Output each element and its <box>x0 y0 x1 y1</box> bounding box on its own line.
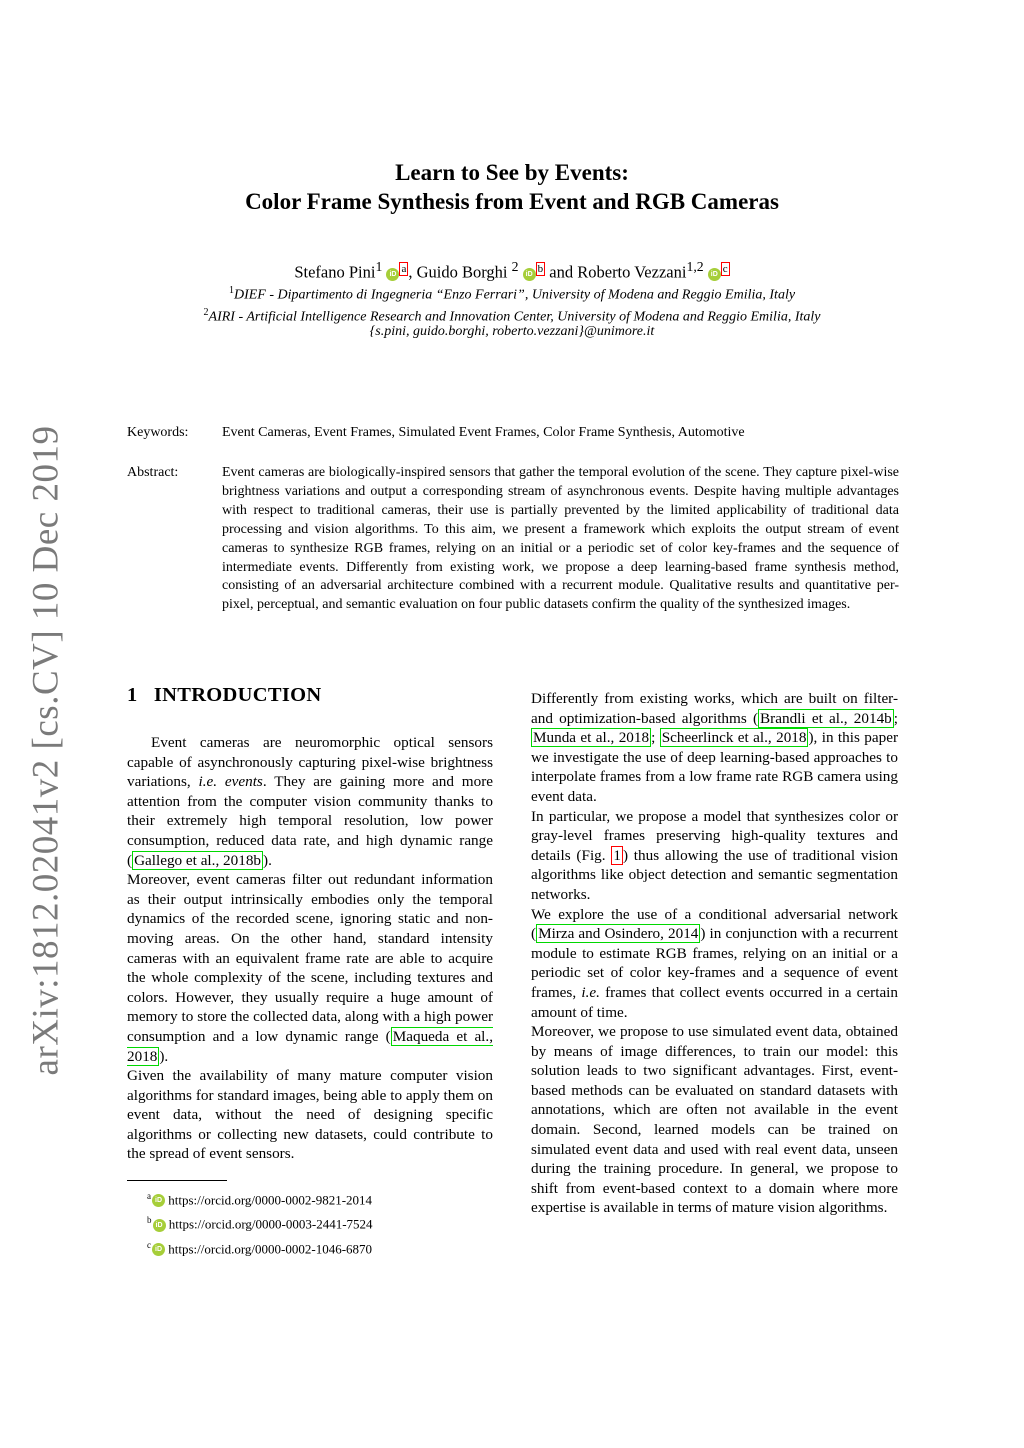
keywords-text: Event Cameras, Event Frames, Simulated Event Frames, Color Frame Synthesis, Automotive <box>222 425 745 440</box>
text-run: ), in this paper we investigate the use of deep learning-based approaches to interpolate frames from a low frame rate RGB camera using event data. <box>531 729 898 805</box>
author-name: Guido Borghi <box>416 262 512 282</box>
title-line-1: Learn to See by Events: <box>395 160 629 185</box>
abstract-text: Event cameras are biologically-inspired sensors that gather the temporal evolution of the scene. They capture pixel-wise brightness variations and output a corresponding stream of asynchronous events. Despite having multiple advantages with respect to traditional cameras, their use is partially prevented by the limited applicability of traditional data processing and vision algorithms. To this aim, we present a framework which exploits the output stream of event cameras to synthesize RGB frames, relying on an initial or a periodic set of color key-frames and the sequence of intermediate events. Differently from existing work, we propose a deep learning-based frame synthesis method, consisting of an adversarial architecture combined with a recurrent module. Qualitative results and quantitative per-pixel, perceptual, and semantic evaluation on four public datasets confirm the quality of the synthesized images. <box>222 465 899 613</box>
paragraph <box>531 689 898 807</box>
paragraph <box>127 870 493 1066</box>
footnote <box>147 1235 373 1259</box>
arxiv-stamp-text: arXiv:1812.02041v2 [cs.CV] 10 Dec 2019 <box>25 425 67 1075</box>
orcid-url[interactable]: https://orcid.org/0000-0003-2441-7524 <box>168 1216 373 1232</box>
text-run: In particular, we propose a model that synthesizes color or gray-level frames preserving high-quality textures and details (Fig. <box>531 807 898 864</box>
footnote-divider <box>127 1180 227 1181</box>
paragraph <box>531 807 898 905</box>
text-run: . They are gaining more and more attention from the computer vision community thanks to their extremely high temporal resolution, low power consumption, reduced data rate, and high dynamic range ( <box>127 773 493 869</box>
citation-link[interactable]: Maqueda et al., 2018 <box>127 1027 493 1065</box>
footnote-link[interactable]: a <box>401 262 407 275</box>
orcid-icon[interactable]: iD <box>386 268 399 281</box>
paragraph <box>531 905 898 1023</box>
orcid-url[interactable]: https://orcid.org/0000-0002-9821-2014 <box>168 1192 373 1208</box>
orcid-icon[interactable]: iD <box>523 268 536 281</box>
affiliation-1 <box>0 282 1024 305</box>
text-run: ). <box>263 851 272 869</box>
arxiv-stamp <box>16 425 76 1075</box>
orcid-url[interactable]: https://orcid.org/0000-0002-1046-6870 <box>168 1240 373 1256</box>
footnote-mark: a <box>147 1191 151 1201</box>
author-name: Stefano Pini <box>294 262 376 282</box>
section-number: 1 <box>127 684 138 706</box>
orcid-icon[interactable]: iD <box>152 1194 165 1207</box>
section-heading <box>127 684 321 707</box>
affiliation-sup: 1 <box>228 285 234 296</box>
footnote-link[interactable]: c <box>722 262 728 275</box>
author-affiliation-sup: 1 <box>375 259 383 274</box>
text-run-italic: i.e. <box>581 983 600 1001</box>
affiliation-text: DIEF - Dipartimento di Ingegneria “Enzo Ferrari”, University of Modena and Reggio Emilia, Italy <box>233 287 796 303</box>
text-run-italic: i.e. events <box>198 773 263 791</box>
keywords-row <box>127 424 899 443</box>
footnote-mark: c <box>147 1239 151 1250</box>
orcid-icon[interactable]: iD <box>708 268 721 281</box>
citation-link[interactable]: Munda et al., 2018 <box>533 729 650 747</box>
paragraph: Given the availability of many mature computer vision algorithms for standard images, being able to apply them on event data, without the need of designing specific algorithms or collecting new datasets, could contribute to the spread of event sensors. <box>127 1067 493 1163</box>
footnote <box>147 1210 373 1234</box>
text-run: ). <box>159 1047 169 1065</box>
author-emails: {s.pini, guido.borghi, roberto.vezzani}@unimore.it <box>369 324 655 339</box>
citation-link[interactable]: Gallego et al., 2018b <box>134 851 262 869</box>
author-name: Roberto Vezzani <box>577 262 687 282</box>
text-run: ; <box>651 729 660 747</box>
footnotes <box>147 1186 373 1259</box>
affiliation-text: AIRI - Artificial Intelligence Research and Innovation Center, University of Modena and Reggio Emilia, Italy <box>208 309 821 325</box>
footnote <box>147 1186 373 1210</box>
affiliation-sup: 2 <box>203 307 209 318</box>
figure-ref-link[interactable]: 1 <box>613 846 621 864</box>
footnote-link[interactable]: b <box>537 262 544 275</box>
title-line-2: Color Frame Synthesis from Event and RGB Cameras <box>245 189 779 214</box>
author-affiliation-sup: 1,2 <box>686 259 704 274</box>
footnote-mark: b <box>147 1215 152 1226</box>
text-run: We explore the use of a conditional adversarial network ( <box>531 905 898 943</box>
author-list <box>0 256 1024 284</box>
text-run: Event cameras are neuromorphic optical sensors capable of asynchronously capturing pixel-wise brightness variations, <box>127 734 493 791</box>
citation-link[interactable]: Scheerlinck et al., 2018 <box>661 729 807 747</box>
paper-title <box>0 158 1024 216</box>
citation-link[interactable]: Brandli et al., 2014b <box>760 709 892 727</box>
right-column <box>531 689 898 1218</box>
text-run: frames that collect events occurred in a certain amount of time. <box>531 983 898 1021</box>
text-run: ) thus allowing the use of traditional vision algorithms like object detection and semantic segmentation networks. <box>531 846 898 903</box>
abstract-row <box>127 464 899 615</box>
section-title: INTRODUCTION <box>153 684 322 706</box>
text-run: Moreover, event cameras filter out redundant information as their output intrinsically embodies only the temporal dynamics of the recorded scene, ignoring static and non-moving areas. On the other hand, standard intensity cameras with an equivalent frame rate are able to acquire the whole complexity of the scene, including textures and colors. However, they usually require a huge amount of memory to store the collected data, along with a high power consumption and a low dynamic range ( <box>127 871 493 1045</box>
left-column <box>127 733 493 1164</box>
orcid-icon[interactable]: iD <box>153 1219 166 1232</box>
abstract-label: Abstract: <box>127 465 179 480</box>
text-run: Differently from existing works, which are built on filter- and optimization-based algorithms ( <box>531 690 898 727</box>
keywords-label: Keywords: <box>127 425 189 440</box>
citation-link[interactable]: Mirza and Osindero, 2014 <box>538 925 699 943</box>
orcid-icon[interactable]: iD <box>152 1243 165 1256</box>
author-separator: and <box>549 262 574 282</box>
author-affiliation-sup: 2 <box>511 259 519 274</box>
paragraph <box>127 733 493 870</box>
text-run: ) in conjunction with a recurrent module to estimate RGB frames, relying on an initial or a periodic set of color key-frames and a sequence of event frames, <box>531 925 899 1001</box>
text-run: ; <box>893 709 898 727</box>
author-separator: , <box>408 262 413 282</box>
paragraph: Moreover, we propose to use simulated event data, obtained by means of image differences, to train our model: this solution leads to two significant advantages. First, event-based methods can be evaluated on standard datasets with annotations, which are often not available in the event domain. Second, learned models can be trained on simulated event data and used with real event data, unseen during the training procedure. In general, we propose to shift from event-based context to a domain where more expertise is available in terms of mature vision algorithms. <box>531 1023 898 1217</box>
